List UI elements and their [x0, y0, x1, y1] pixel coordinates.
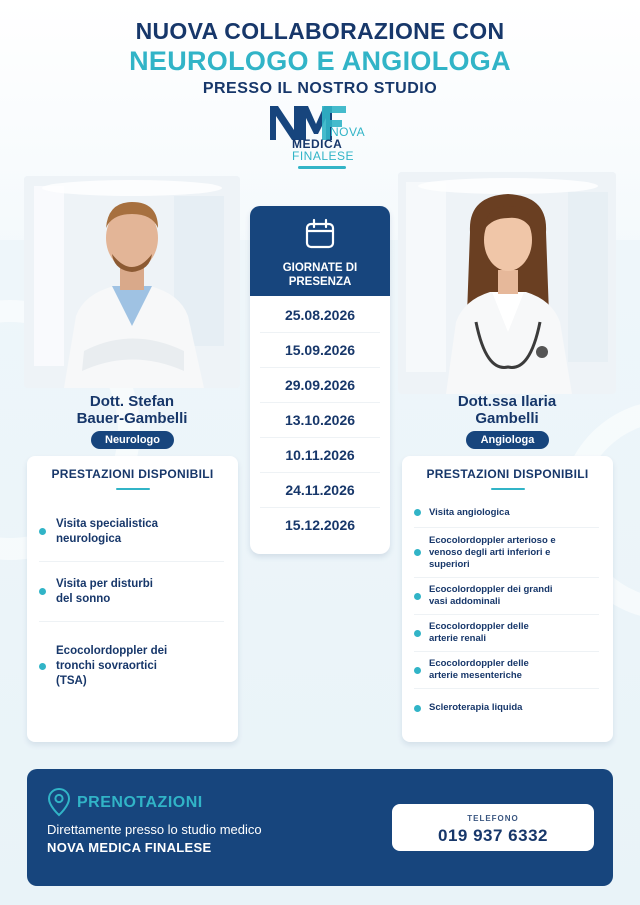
phone-label: TELEFONO [467, 814, 519, 823]
logo-underline [298, 166, 346, 169]
service-line: Ecocolordoppler arterioso e [429, 534, 556, 546]
logo-word-finalese: FINALESE [292, 149, 355, 163]
schedule-title-line2: PRESENZA [288, 276, 352, 288]
service-line: vasi addominali [429, 596, 501, 607]
title-underline [491, 488, 525, 490]
doctor-name-neurologist [32, 393, 232, 427]
service-item [414, 689, 599, 727]
studio-name: NOVA MEDICA FINALESE [47, 840, 212, 855]
schedule-title-line1: GIORNATE DI [282, 262, 358, 274]
calendar-icon [304, 218, 336, 250]
headline-line3: PRESSO IL NOSTRO STUDIO [202, 80, 438, 97]
phone-box[interactable] [392, 804, 594, 851]
specialty-badge-neurologo: Neurologo [91, 431, 174, 449]
service-line: del sonno [56, 592, 111, 605]
service-line: Visita per disturbi [56, 577, 153, 590]
service-line: Ecocolordoppler dei grandi [429, 584, 553, 595]
booking-panel [27, 769, 613, 886]
schedule-title [250, 261, 390, 289]
service-item [414, 615, 599, 652]
location-pin-icon [47, 787, 71, 817]
date-item: 10.11.2026 [260, 438, 380, 473]
service-line: (TSA) [56, 674, 87, 687]
service-line: arterie mesenteriche [429, 670, 522, 681]
service-line: Scleroterapia liquida [429, 702, 523, 713]
nova-medica-logo [270, 104, 380, 170]
services-title: PRESTAZIONI DISPONIBILI [51, 467, 214, 481]
service-line: Ecocolordoppler delle [429, 658, 529, 669]
date-list [250, 296, 390, 543]
service-line: Ecocolordoppler delle [429, 621, 529, 632]
logo-word-medica: MEDICA [292, 137, 343, 151]
services-card-angiologist [402, 456, 613, 742]
booking-title: PRENOTAZIONI [77, 794, 203, 811]
doctor-name-line2: Gambelli [475, 410, 539, 427]
logo-word-nova: NOVA [330, 125, 366, 139]
page-header [0, 18, 640, 98]
service-line: venoso degli arti inferiori e [429, 546, 551, 558]
doctor-name-line1: Dott.ssa Ilaria [457, 393, 557, 410]
title-underline [116, 488, 150, 490]
bullet-dot-icon [414, 593, 421, 600]
date-item: 15.12.2026 [284, 517, 356, 533]
bullet-dot-icon [414, 630, 421, 637]
logo-wordmark [292, 125, 366, 163]
headline-line2: NEUROLOGO E ANGIOLOGA [129, 46, 511, 76]
schedule-card [250, 206, 390, 554]
bullet-dot-icon [39, 588, 46, 595]
bullet-dot-icon [39, 663, 46, 670]
date-item: 24.11.2026 [260, 473, 380, 508]
service-item [39, 502, 224, 562]
service-line: tronchi sovraortici [56, 659, 157, 672]
service-item [414, 652, 599, 689]
headline-line1: NUOVA COLLABORAZIONE CON [135, 18, 505, 44]
date-item: 29.09.2026 [260, 368, 380, 403]
bullet-dot-icon [414, 705, 421, 712]
service-line: Ecocolordoppler dei [56, 644, 168, 657]
service-item [39, 562, 224, 622]
service-item [414, 528, 599, 578]
specialty-badge-angiologa: Angiologa [466, 431, 549, 449]
service-item [414, 498, 599, 528]
service-line: neurologica [56, 532, 122, 545]
bullet-dot-icon [414, 667, 421, 674]
doctor-name-line2: Bauer-Gambelli [76, 410, 188, 427]
bullet-dot-icon [39, 528, 46, 535]
services-title: PRESTAZIONI DISPONIBILI [426, 467, 589, 481]
date-item: 25.08.2026 [260, 298, 380, 333]
service-item [414, 578, 599, 615]
date-item: 15.09.2026 [260, 333, 380, 368]
doctor-photo-neurologist [24, 176, 240, 388]
service-item [39, 622, 224, 710]
doctor-name-angiologist [407, 393, 607, 427]
phone-number[interactable]: 019 937 6332 [438, 826, 548, 845]
services-card-neurologist [27, 456, 238, 742]
service-line: superiori [429, 558, 470, 570]
service-line: Visita angiologica [429, 506, 510, 518]
date-item: 13.10.2026 [260, 403, 380, 438]
bullet-dot-icon [414, 549, 421, 556]
doctor-photo-angiologist [398, 172, 616, 394]
doctor-name-line1: Dott. Stefan [89, 393, 175, 410]
schedule-header [250, 206, 390, 296]
bullet-dot-icon [414, 509, 421, 516]
service-line: arterie renali [429, 633, 487, 644]
booking-subtitle: Direttamente presso lo studio medico [47, 822, 262, 837]
service-line: Visita specialistica [56, 517, 159, 530]
